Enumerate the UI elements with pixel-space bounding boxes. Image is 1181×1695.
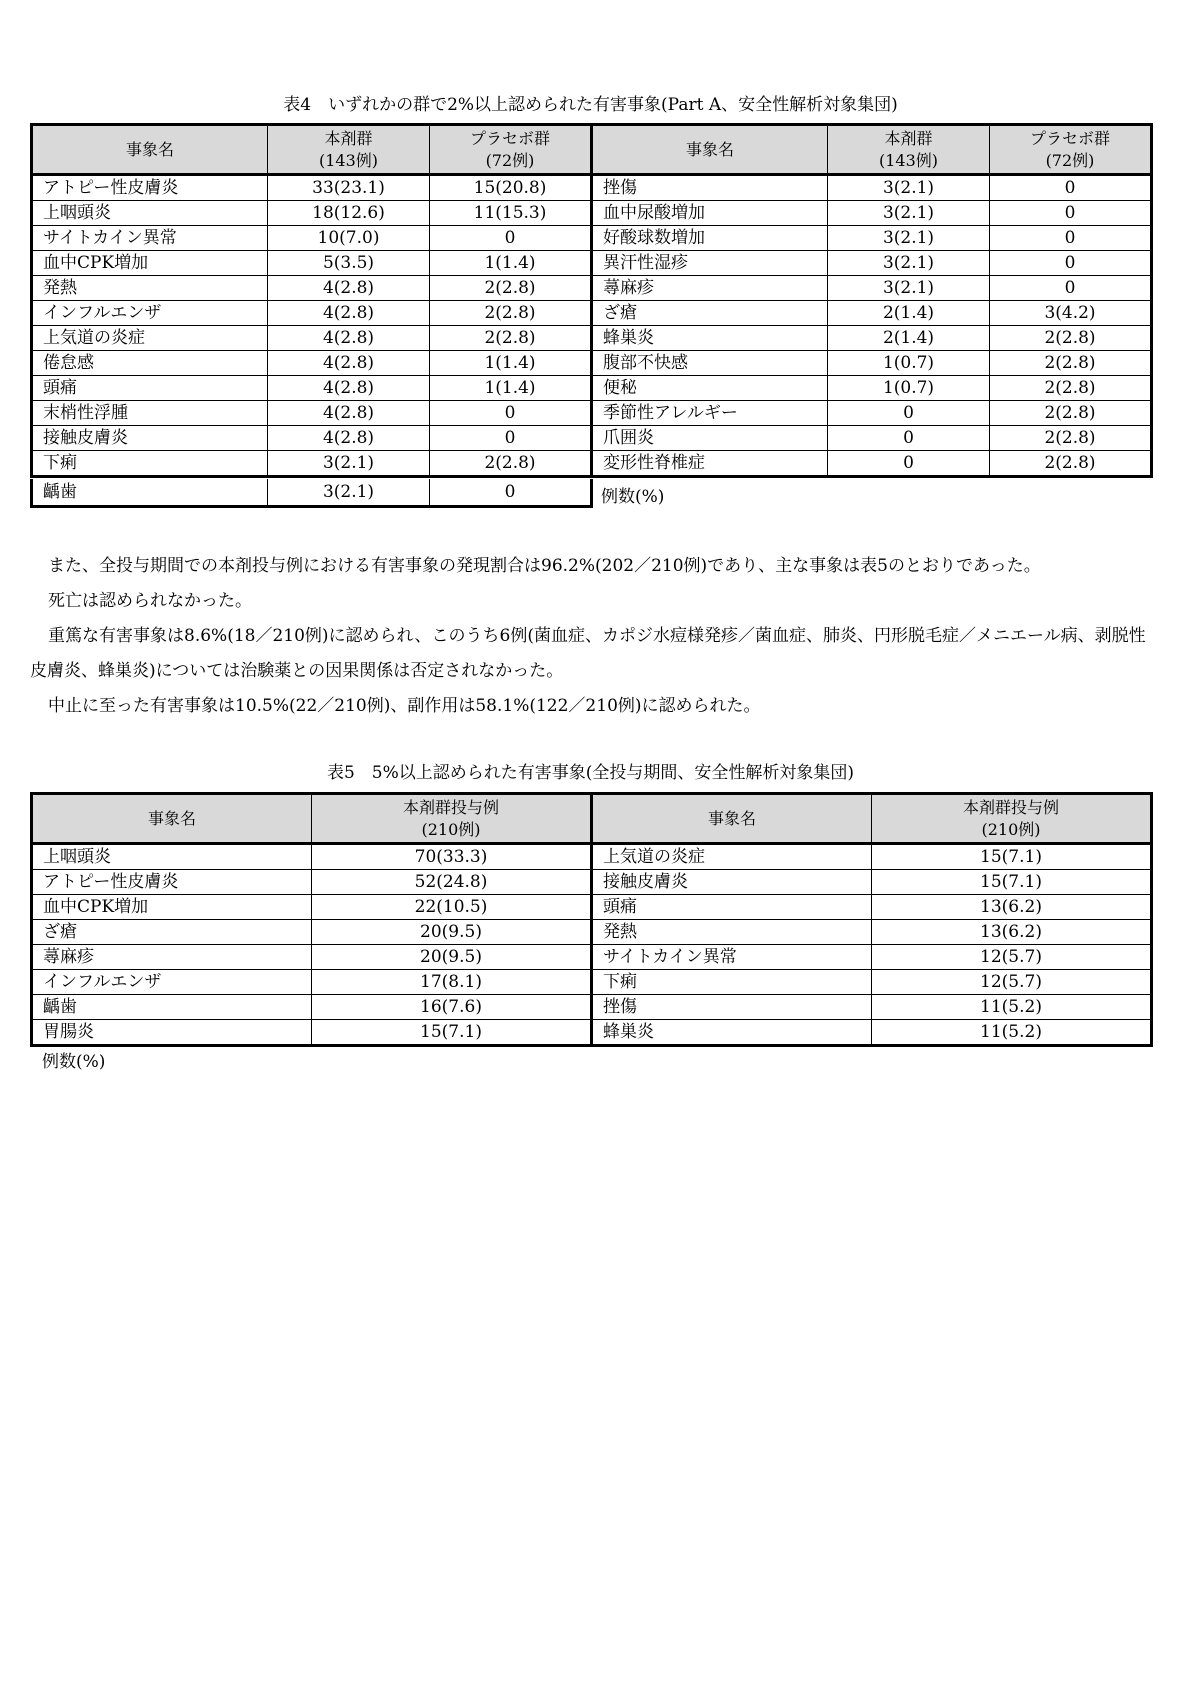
drug-value: 2(1.4): [828, 301, 990, 326]
event-name: 胃腸炎: [32, 1020, 312, 1046]
event-name: ざ瘡: [592, 301, 828, 326]
drug-value: 17(8.1): [312, 970, 592, 995]
event-name: アトピー性皮膚炎: [32, 175, 268, 201]
table-row: [32, 301, 1152, 326]
event-name: 腹部不快感: [592, 351, 828, 376]
drug-value: 22(10.5): [312, 895, 592, 920]
placebo-value: 2(2.8): [990, 351, 1152, 376]
placebo-value: 3(4.2): [990, 301, 1152, 326]
placebo-value: 2(2.8): [430, 326, 592, 351]
drug-value: 4(2.8): [268, 376, 430, 401]
placebo-value: 0: [430, 226, 592, 251]
placebo-value: 2(2.8): [990, 326, 1152, 351]
drug-value: 20(9.5): [312, 920, 592, 945]
event-name: 血中CPK増加: [32, 895, 312, 920]
drug-value: 16(7.6): [312, 995, 592, 1020]
table-row: [32, 376, 1152, 401]
table-row: [32, 276, 1152, 301]
table-row: [32, 175, 1152, 201]
body-text: [30, 549, 1155, 724]
drug-value: 3(2.1): [828, 201, 990, 226]
drug-value: 2(1.4): [828, 326, 990, 351]
placebo-value: 0: [990, 226, 1152, 251]
placebo-value: 0: [990, 175, 1152, 201]
event-name: 頭痛: [592, 895, 872, 920]
event-name: 倦怠感: [32, 351, 268, 376]
table-row: [32, 426, 1152, 451]
paragraph: 重篤な有害事象は8.6%(18／210例)に認められ、このうち6例(菌血症、カポジ水痘様発疹／菌血症、肺炎、円形脱毛症／メニエール病、剥脱性皮膚炎、蜂巣炎)については治験薬との因果関係は否定されなかった。: [30, 626, 1146, 681]
placebo-value: 2(2.8): [990, 376, 1152, 401]
drug-value: 11(5.2): [872, 995, 1152, 1020]
event-name: 末梢性浮腫: [32, 401, 268, 426]
event-name: 発熱: [592, 920, 872, 945]
table5-note: 例数(%): [42, 1052, 106, 1072]
table-row: [32, 351, 1152, 376]
table4-caption: 表4 いずれかの群で2%以上認められた有害事象(Part A、安全性解析対象集団): [283, 95, 898, 115]
drug-value: 3(2.1): [268, 451, 430, 477]
drug-value: 0: [828, 426, 990, 451]
table5-header-event-right: 事象名: [592, 794, 872, 844]
drug-value: 13(6.2): [872, 895, 1152, 920]
event-name: 血中CPK増加: [32, 251, 268, 276]
table5: [30, 792, 1153, 1047]
event-name: インフルエンザ: [32, 970, 312, 995]
table-row: [32, 870, 1152, 895]
drug-value: 4(2.8): [268, 401, 430, 426]
drug-value: 20(9.5): [312, 945, 592, 970]
table4-header-placebo-left: プラセボ群 (72例): [430, 125, 592, 175]
drug-value: 4(2.8): [268, 301, 430, 326]
drug-value: 11(5.2): [872, 1020, 1152, 1046]
drug-value: 3(2.1): [828, 226, 990, 251]
drug-value: 0: [828, 401, 990, 426]
table5-header-event-left: 事象名: [32, 794, 312, 844]
drug-value: 15(7.1): [312, 1020, 592, 1046]
table-row: [32, 945, 1152, 970]
table-row: [32, 895, 1152, 920]
event-name: 齲歯: [32, 995, 312, 1020]
drug-value: 12(5.7): [872, 970, 1152, 995]
placebo-value: 2(2.8): [990, 401, 1152, 426]
event-name: 蕁麻疹: [592, 276, 828, 301]
event-name: 接触皮膚炎: [592, 870, 872, 895]
table-row: [32, 970, 1152, 995]
drug-value: 3(2.1): [828, 251, 990, 276]
table-row: [32, 201, 1152, 226]
table-row: [32, 451, 1152, 477]
paragraph: 死亡は認められなかった。: [48, 591, 252, 611]
placebo-value: 1(1.4): [430, 376, 592, 401]
drug-value: 3(2.1): [268, 479, 430, 506]
table5-caption: 表5 5%以上認められた有害事象(全投与期間、安全性解析対象集団): [326, 763, 855, 783]
event-name: 蕁麻疹: [32, 945, 312, 970]
drug-value: 70(33.3): [312, 844, 592, 870]
drug-value: 1(0.7): [828, 351, 990, 376]
table5-header-drug-left: 本剤群投与例 (210例): [312, 794, 592, 844]
placebo-value: 1(1.4): [430, 251, 592, 276]
event-name: サイトカイン異常: [32, 226, 268, 251]
event-name: 挫傷: [592, 995, 872, 1020]
event-name: 上気道の炎症: [32, 326, 268, 351]
placebo-value: 1(1.4): [430, 351, 592, 376]
event-name: 挫傷: [592, 175, 828, 201]
table-row: [32, 326, 1152, 351]
table-row: [32, 995, 1152, 1020]
event-name: 好酸球数増加: [592, 226, 828, 251]
drug-value: 15(7.1): [872, 870, 1152, 895]
event-name: インフルエンザ: [32, 301, 268, 326]
event-name: アトピー性皮膚炎: [32, 870, 312, 895]
table4-note: 例数(%): [601, 487, 665, 507]
event-name: 上咽頭炎: [32, 201, 268, 226]
event-name: ざ瘡: [32, 920, 312, 945]
table5-header-drug-right: 本剤群投与例 (210例): [872, 794, 1152, 844]
event-name: サイトカイン異常: [592, 945, 872, 970]
placebo-value: 2(2.8): [430, 276, 592, 301]
table4-header-drug-right: 本剤群 (143例): [828, 125, 990, 175]
event-name: 上咽頭炎: [32, 844, 312, 870]
event-name: 上気道の炎症: [592, 844, 872, 870]
placebo-value: 11(15.3): [430, 201, 592, 226]
event-name: 下痢: [592, 970, 872, 995]
drug-value: 0: [828, 451, 990, 477]
table-row: [32, 844, 1152, 870]
drug-value: 15(7.1): [872, 844, 1152, 870]
drug-value: 13(6.2): [872, 920, 1152, 945]
event-name: 爪囲炎: [592, 426, 828, 451]
event-name: 変形性脊椎症: [592, 451, 828, 477]
table4-header-event-left: 事象名: [32, 125, 268, 175]
drug-value: 18(12.6): [268, 201, 430, 226]
paragraph: 中止に至った有害事象は10.5%(22／210例)、副作用は58.1%(122／210例)に認められた。: [48, 696, 761, 716]
event-name: 異汗性湿疹: [592, 251, 828, 276]
event-name: 蜂巣炎: [592, 326, 828, 351]
drug-value: 3(2.1): [828, 175, 990, 201]
event-name: 接触皮膚炎: [32, 426, 268, 451]
drug-value: 33(23.1): [268, 175, 430, 201]
drug-value: 5(3.5): [268, 251, 430, 276]
event-name: 齲歯: [32, 479, 268, 506]
drug-value: 4(2.8): [268, 351, 430, 376]
placebo-value: 0: [430, 479, 592, 506]
placebo-value: 2(2.8): [990, 451, 1152, 477]
drug-value: 52(24.8): [312, 870, 592, 895]
placebo-value: 2(2.8): [430, 451, 592, 477]
table-row: [32, 1020, 1152, 1046]
table4-header-placebo-right: プラセボ群 (72例): [990, 125, 1152, 175]
placebo-value: 15(20.8): [430, 175, 592, 201]
drug-value: 1(0.7): [828, 376, 990, 401]
table-row: [32, 251, 1152, 276]
table-row: [32, 920, 1152, 945]
event-name: 頭痛: [32, 376, 268, 401]
table4-last-row: [30, 479, 593, 508]
table-row: [32, 226, 1152, 251]
event-name: 血中尿酸増加: [592, 201, 828, 226]
placebo-value: 0: [990, 201, 1152, 226]
paragraph: また、全投与期間での本剤投与例における有害事象の発現割合は96.2%(202／210例)であり、主な事象は表5のとおりであった。: [48, 556, 1041, 576]
table4: [30, 123, 1153, 478]
table-row: [32, 479, 592, 506]
placebo-value: 0: [430, 401, 592, 426]
table4-header-row: [32, 125, 1152, 175]
table5-header-row: [32, 794, 1152, 844]
placebo-value: 0: [430, 426, 592, 451]
drug-value: 4(2.8): [268, 276, 430, 301]
drug-value: 3(2.1): [828, 276, 990, 301]
drug-value: 4(2.8): [268, 426, 430, 451]
drug-value: 4(2.8): [268, 326, 430, 351]
drug-value: 10(7.0): [268, 226, 430, 251]
placebo-value: 0: [990, 276, 1152, 301]
table4-header-event-right: 事象名: [592, 125, 828, 175]
table-row: [32, 401, 1152, 426]
placebo-value: 0: [990, 251, 1152, 276]
event-name: 便秘: [592, 376, 828, 401]
event-name: 蜂巣炎: [592, 1020, 872, 1046]
placebo-value: 2(2.8): [430, 301, 592, 326]
table4-header-drug-left: 本剤群 (143例): [268, 125, 430, 175]
placebo-value: 2(2.8): [990, 426, 1152, 451]
event-name: 季節性アレルギー: [592, 401, 828, 426]
event-name: 下痢: [32, 451, 268, 477]
drug-value: 12(5.7): [872, 945, 1152, 970]
event-name: 発熱: [32, 276, 268, 301]
